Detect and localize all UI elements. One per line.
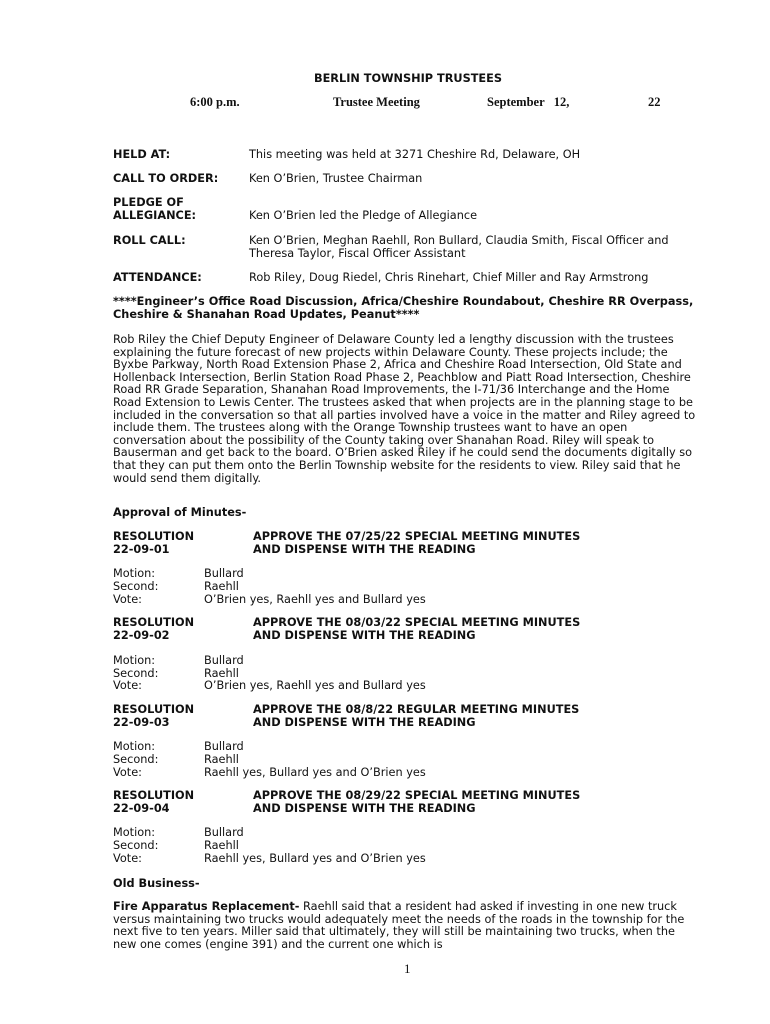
- meeting-type: Trustee Meeting: [333, 95, 420, 109]
- motion-value: Bullard: [204, 654, 244, 667]
- second-label: Second:: [113, 753, 159, 766]
- resolution-title-line1: APPROVE THE 08/03/22 SPECIAL MEETING MINUTES: [253, 616, 581, 629]
- vote-value: O’Brien yes, Raehll yes and Bullard yes: [204, 593, 426, 606]
- roll-call-label: ROLL CALL:: [113, 234, 186, 247]
- fire-apparatus-lead: Fire Apparatus Replacement-: [113, 900, 300, 913]
- second-value: Raehll: [204, 667, 239, 680]
- resolution-title-line2: AND DISPENSE WITH THE READING: [253, 716, 476, 729]
- resolution-title-line1: APPROVE THE 08/8/22 REGULAR MEETING MINUTES: [253, 703, 580, 716]
- motion-label: Motion:: [113, 654, 156, 667]
- attendance-label: ATTENDANCE:: [113, 271, 202, 284]
- resolution-number: 22-09-03: [113, 716, 170, 729]
- resolution-title-line1: APPROVE THE 08/29/22 SPECIAL MEETING MINUTES: [253, 789, 581, 802]
- vote-value: Raehll yes, Bullard yes and O’Brien yes: [204, 852, 426, 865]
- call-to-order-label: CALL TO ORDER:: [113, 172, 219, 185]
- resolution-number: 22-09-04: [113, 802, 170, 815]
- second-value: Raehll: [204, 753, 239, 766]
- vote-value: O’Brien yes, Raehll yes and Bullard yes: [204, 679, 426, 692]
- resolution-title-line2: AND DISPENSE WITH THE READING: [253, 629, 476, 642]
- resolution-word: RESOLUTION: [113, 789, 195, 802]
- roll-call-value: Ken O’Brien, Meghan Raehll, Ron Bullard, Claudia Smith, Fiscal Officer and Theresa Taylor, Fiscal Officer Assistant: [249, 234, 669, 260]
- motion-label: Motion:: [113, 567, 156, 580]
- approval-of-minutes-heading: Approval of Minutes-: [113, 506, 247, 519]
- motion-value: Bullard: [204, 740, 244, 753]
- held-at-label: HELD AT:: [113, 148, 171, 161]
- pledge-label-line2: ALLEGIANCE:: [113, 209, 197, 222]
- attendance-value: Rob Riley, Doug Riedel, Chris Rinehart, Chief Miller and Ray Armstrong: [249, 271, 649, 284]
- resolution-number: 22-09-01: [113, 543, 170, 556]
- engineer-discussion-paragraph: Rob Riley the Chief Deputy Engineer of Delaware County led a lengthy discussion with the trustees explaining the future forecast of new projects within Delaware County. These projects include; the Byxbe Parkway, North Road Extension Phase 2, Africa and Cheshire Road Intersection, Old State and Hollenback Intersection, Berlin Station Road Phase 2, Peachblow and Piatt Road Intersection, Cheshire Road RR Grade Separation, Shanahan Road Improvements, the I-71/36 Interchange and the Home Road Extension to Lewis Center. The trustees asked that when projects are in the planning stage to be included in the conversation so that all parties involved have a voice in the matter and Riley agreed to include them. The trustees along with the Orange Township trustees want to have an open conversation about the possibility of the County taking over Shanahan Road. Riley will speak to Bauserman and get back to the board. O’Brien asked Riley if he could send the documents digitally so that they can put them onto the Berlin Township website for the residents to view. Riley said that he would send them digitally.: [113, 333, 696, 485]
- resolution-word: RESOLUTION: [113, 703, 195, 716]
- motion-value: Bullard: [204, 567, 244, 580]
- vote-label: Vote:: [113, 766, 142, 779]
- resolution-word: RESOLUTION: [113, 530, 195, 543]
- meeting-year: 22: [648, 95, 661, 109]
- vote-label: Vote:: [113, 852, 142, 865]
- pledge-label-line1: PLEDGE OF: [113, 196, 184, 209]
- motion-label: Motion:: [113, 826, 156, 839]
- old-business-heading: Old Business-: [113, 877, 200, 890]
- fire-apparatus-text: Raehll said that a resident had asked if investing in one new truck versus maintaining two trucks would adequately meet the needs of the roads in the township for the next five to ten years. Miller said that ultimately, they will still be maintaining two trucks, when the new one comes (engine 391) and the current one which is: [113, 900, 685, 951]
- second-label: Second:: [113, 580, 159, 593]
- second-value: Raehll: [204, 580, 239, 593]
- motion-value: Bullard: [204, 826, 244, 839]
- resolution-number: 22-09-02: [113, 629, 170, 642]
- vote-label: Vote:: [113, 679, 142, 692]
- motion-label: Motion:: [113, 740, 156, 753]
- vote-value: Raehll yes, Bullard yes and O’Brien yes: [204, 766, 426, 779]
- pledge-value: Ken O’Brien led the Pledge of Allegiance: [249, 209, 478, 222]
- meeting-date: September 12,: [487, 95, 570, 109]
- resolution-title-line2: AND DISPENSE WITH THE READING: [253, 543, 476, 556]
- second-label: Second:: [113, 667, 159, 680]
- second-value: Raehll: [204, 839, 239, 852]
- document-title: BERLIN TOWNSHIP TRUSTEES: [313, 72, 503, 85]
- resolution-title-line2: AND DISPENSE WITH THE READING: [253, 802, 476, 815]
- fire-apparatus-paragraph: [113, 901, 701, 951]
- held-at-value: This meeting was held at 3271 Cheshire Rd, Delaware, OH: [249, 148, 581, 161]
- second-label: Second:: [113, 839, 159, 852]
- resolution-title-line1: APPROVE THE 07/25/22 SPECIAL MEETING MINUTES: [253, 530, 581, 543]
- engineer-discussion-heading: ****Engineer’s Office Road Discussion, Africa/Cheshire Roundabout, Cheshire RR Overpass, Cheshire & Shanahan Road Updates, Peanut****: [113, 295, 694, 321]
- resolution-word: RESOLUTION: [113, 616, 195, 629]
- meeting-time: 6:00 p.m.: [190, 95, 240, 109]
- call-to-order-value: Ken O’Brien, Trustee Chairman: [249, 172, 423, 185]
- vote-label: Vote:: [113, 593, 142, 606]
- page-number: 1: [404, 961, 411, 976]
